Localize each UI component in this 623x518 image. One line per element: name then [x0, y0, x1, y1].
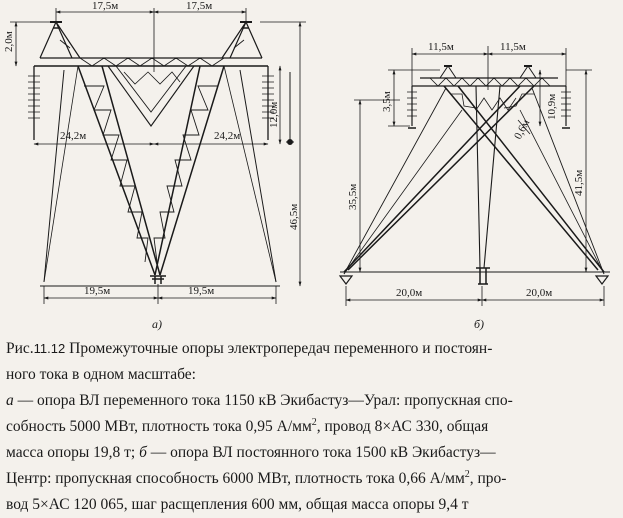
caption-b-label: б — [139, 444, 147, 461]
dim-b-top-left: 11,5м — [428, 41, 454, 53]
caption-b-sup: 2 — [464, 468, 470, 480]
caption-a-text-2a: собность 5000 МВт, плотность тока 0,95 А/мм — [6, 418, 312, 435]
dim-b-top-right: 11,5м — [500, 41, 526, 53]
panel-label-b: б) — [474, 317, 485, 331]
caption-a-text-1: — опора ВЛ переменного тока 1150 кВ Экибастуз—Урал: пропускная спо- — [13, 392, 513, 409]
dim-a-span-right: 24,2м — [214, 130, 241, 142]
caption-a-text-2b: , провод 8×АС 330, общая — [316, 418, 489, 435]
tower-b-dimensions — [346, 46, 604, 306]
caption-b-text-1a: Центр: пропускная способность 6000 МВт, плотность тока 0,66 А/мм — [6, 470, 465, 487]
caption-a-text-3b: — опора ВЛ постоянного тока 1500 кВ Экибастуз— — [146, 444, 496, 461]
dim-a-string: 12,0м — [268, 101, 280, 128]
dim-a-top-left: 17,5м — [92, 0, 119, 12]
caption-a-sup: 2 — [311, 416, 317, 428]
dim-a-top-right: 17,5м — [186, 0, 213, 12]
dim-b-total: 41,5м — [573, 169, 585, 196]
dim-b-cross: 3,5м — [381, 91, 393, 112]
caption-prefix: Рис. — [6, 340, 34, 357]
caption-b-text-1b: , про- — [469, 470, 507, 487]
dim-b-string: 10,9м — [546, 93, 558, 120]
dim-b-mid: 35,5м — [347, 183, 359, 210]
dim-b-base-left: 20,0м — [396, 287, 423, 299]
dim-a-span-left: 24,2м — [60, 130, 87, 142]
caption-b-text-2: вод 5×АС 120 065, шаг расщепления 600 мм, общая масса опоры 9,4 т — [6, 496, 469, 513]
figure-caption — [6, 336, 618, 518]
panel-label-a: а) — [152, 317, 162, 331]
dim-b-gap: 0,6м — [512, 117, 533, 142]
dim-a-base-right: 19,5м — [188, 285, 215, 297]
caption-title-2: ного тока в одном масштабе: — [6, 366, 196, 383]
dim-a-base-left: 19,5м — [84, 285, 111, 297]
dim-a-total: 46,5м — [288, 203, 300, 230]
dim-a-insulator: 2,0м — [3, 31, 15, 52]
caption-number: 11.12 — [33, 341, 66, 356]
caption-title-1: Промежуточные опоры электропередач переменного и постоян- — [65, 340, 493, 357]
caption-a-label: а — [6, 392, 14, 409]
tower-a — [28, 22, 294, 286]
dim-b-base-right: 20,0м — [526, 287, 553, 299]
caption-a-text-3a: масса опоры 19,8 т; — [6, 444, 140, 461]
